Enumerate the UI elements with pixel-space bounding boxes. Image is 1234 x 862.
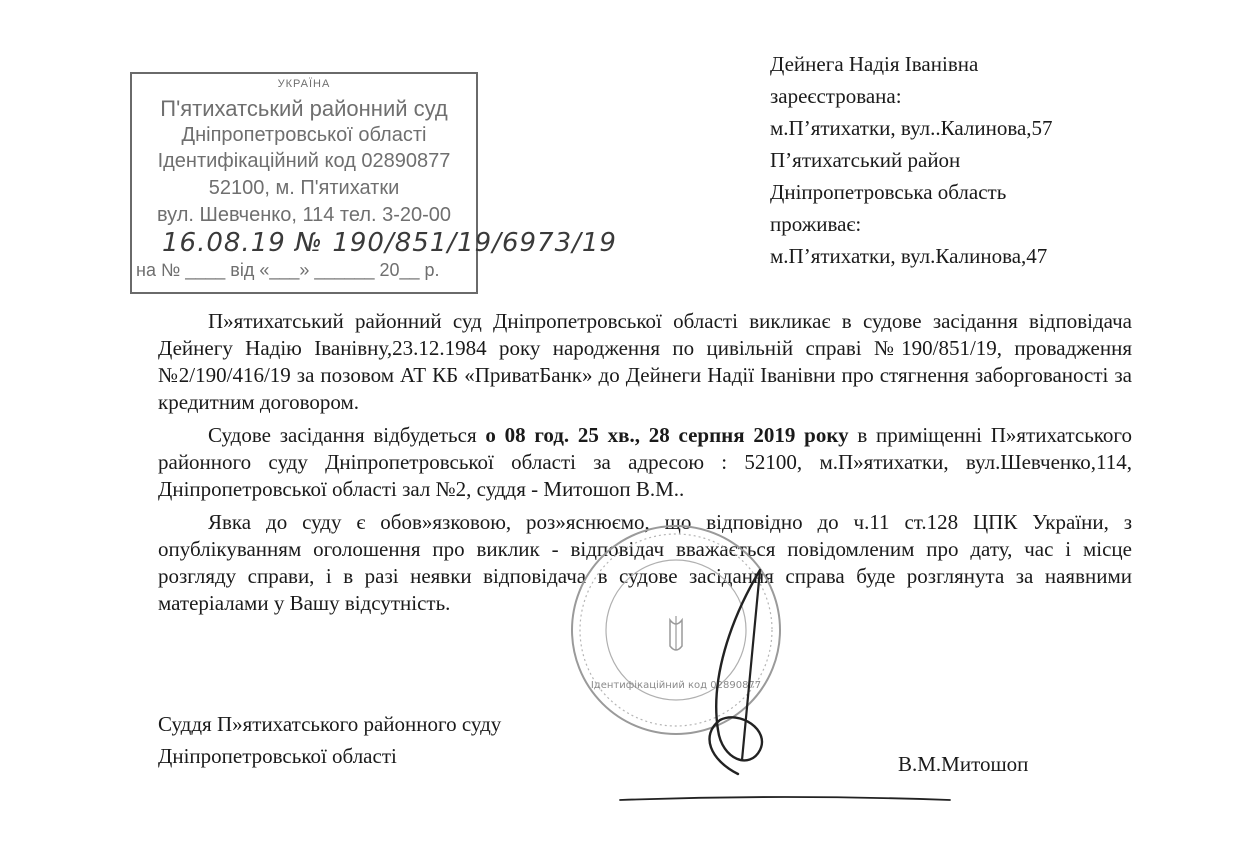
stamp-postal-address: 52100, м. П'ятихатки (208, 177, 400, 199)
stamp-court-name-2: Дніпропетровської області (181, 124, 427, 146)
seal-center-text: Ідентифікаційний код 02890877 (590, 680, 762, 691)
resides-address: м.П’ятихатки, вул.Калинова,47 (770, 244, 1048, 268)
stamp-court-name-1: П'ятихатський районний суд (160, 96, 448, 121)
addressee-block (770, 48, 1210, 272)
p2-start: Судове засідання відбудеться (208, 423, 486, 447)
body-paragraph-2 (158, 422, 1132, 503)
registered-label: зареєстрована: (770, 84, 902, 108)
stamp-reply-line: на № ____ від «___» ______ 20__ р. (136, 260, 440, 280)
addressee-district: П’ятихатський район (770, 148, 961, 172)
stamp-top-label: УКРАЇНА (277, 78, 331, 90)
stamp-identification-code: Ідентифікаційний код 02890877 (157, 150, 451, 172)
judge-name: В.М.Митошоп (898, 752, 1029, 776)
body-paragraph-3: Явка до суду є обов»язковою, роз»яснюємо, що відповідно до ч.11 ст.128 ЦПК України, з опублікуванням оголошення про виклик - відповідач вважається повідомленим про дату, час і місце розгляду справи, і в разі неявки відповідача в судове засідання справа буде розглянута за наявними матеріалами у Вашу відсутність. (158, 510, 1132, 615)
addressee-name: Дейнега Надія Іванівна (770, 52, 979, 76)
registered-address: м.П’ятихатки, вул..Калинова,57 (770, 116, 1053, 140)
stamp-street-phone: вул. Шевченко, 114 тел. 3-20-00 (156, 204, 452, 226)
judge-title-line-1: Суддя П»ятихатського районного суду (158, 712, 502, 736)
judge-signature-icon (610, 560, 970, 820)
body-paragraph-1: П»ятихатський районний суд Дніпропетровської області викликає в судове засідання відповідача Дейнегу Надію Іванівну,23.12.1984 року народження по цивільній справі №190/851/19, провадження №2/190/416/19 за позовом АТ КБ «ПриватБанк» до Дейнеги Надії Іванівни про стягнення заборгованості за кредитним договором. (158, 309, 1132, 414)
hearing-datetime: о 08 год. 25 хв., 28 серпня 2019 року (485, 423, 849, 447)
judge-title (158, 708, 501, 772)
addressee-region: Дніпропетровська область (770, 180, 1007, 204)
p2-end: в приміщенні П»ятихатського районного суду Дніпропетровської області за адресою : 52100, м.П»ятихатки, вул.Шевченко,114, Дніпропетровської області зал №2, суддя - Митошоп В.М.. (158, 423, 1133, 501)
stamp-handwritten-registration: 16.08.19 № 190/851/19/6973/19 (162, 228, 617, 258)
registration-stamp (130, 72, 617, 294)
judge-title-line-2: Дніпропетровської області (158, 744, 397, 768)
resides-label: проживає: (770, 212, 862, 236)
